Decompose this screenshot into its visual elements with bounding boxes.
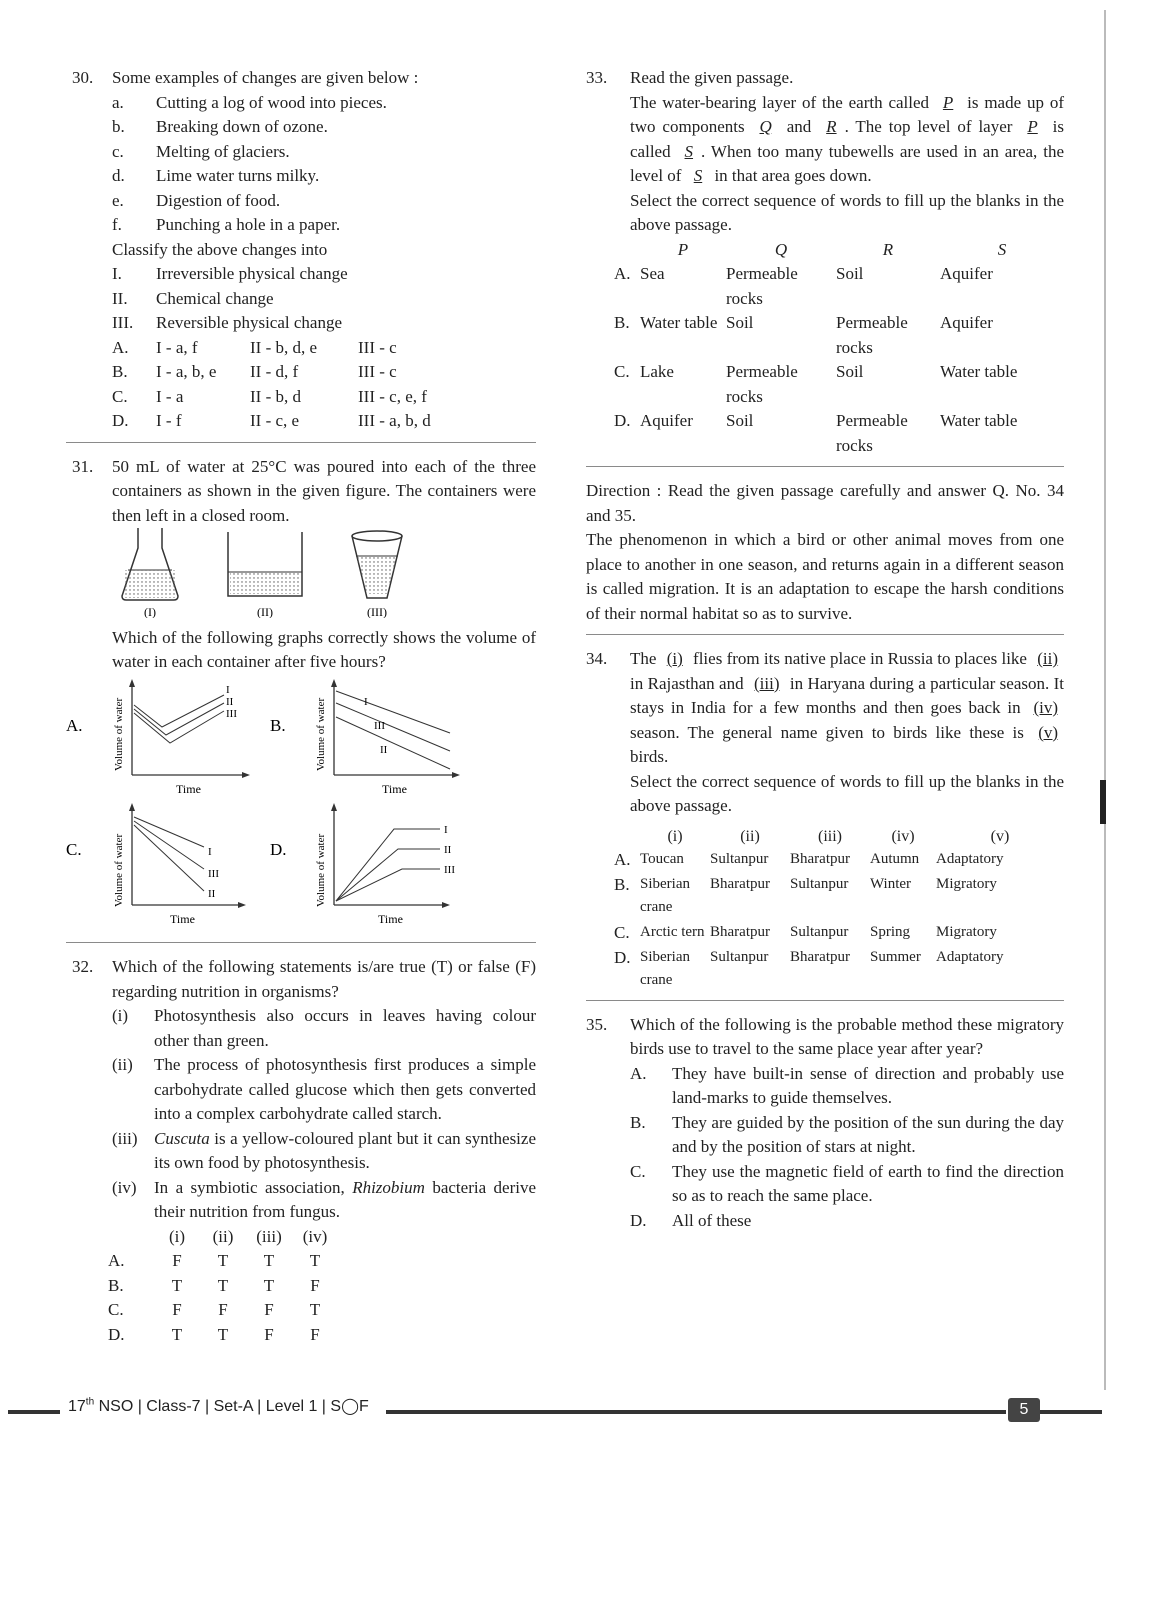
container-trough bbox=[228, 532, 302, 596]
header-cell: (iv) bbox=[302, 1226, 328, 1246]
y-axis-label: Volume of water bbox=[113, 833, 125, 907]
option-row bbox=[598, 409, 1064, 458]
q30-categories bbox=[112, 262, 536, 336]
table-cell: Autumn bbox=[870, 850, 920, 867]
option-part: III - c, e, f bbox=[358, 386, 427, 406]
passage-text: . The top level of layer bbox=[844, 117, 1013, 136]
table-cell: Soil bbox=[836, 362, 864, 381]
passage-text: The water-bearing layer of the earth called bbox=[630, 92, 930, 112]
statement-part: The process of photosynthesis first produces a simple carbohydrate called glucose which then gets converted into a complex carbohydrate called starch. bbox=[154, 1055, 536, 1123]
option-label: A. bbox=[614, 264, 631, 283]
table-cell: Toucan bbox=[640, 850, 684, 867]
item-text: Melting of glaciers. bbox=[156, 141, 290, 161]
question-32 bbox=[66, 955, 536, 1347]
question-34 bbox=[586, 647, 1065, 992]
header-cell: (iv) bbox=[891, 827, 915, 845]
header-cell bbox=[108, 1225, 154, 1250]
table-cell: Soil bbox=[726, 411, 754, 430]
left-column bbox=[66, 66, 536, 1347]
option-text: They have built-in sense of direction and probably use land-marks to guide themselves. bbox=[672, 1063, 1064, 1107]
graph-a bbox=[66, 679, 250, 796]
option-part: I - f bbox=[156, 411, 182, 430]
table-header bbox=[598, 238, 1064, 263]
question-number: 35. bbox=[586, 1014, 608, 1034]
question-text: Which of the following graphs correctly shows the volume of water in each container after five hours? bbox=[112, 627, 536, 671]
container-label-1: (I) bbox=[144, 605, 156, 618]
table-cell: F bbox=[264, 1324, 274, 1344]
passage-text: The bbox=[630, 649, 657, 668]
list-item bbox=[112, 213, 536, 238]
table-cell: Sea bbox=[640, 264, 665, 283]
option-label-d: D. bbox=[270, 839, 287, 859]
separator bbox=[586, 634, 1064, 635]
table-cell: F bbox=[310, 1275, 320, 1295]
table-cell: Adaptatory bbox=[936, 850, 1004, 867]
option-row bbox=[108, 1323, 536, 1348]
table-cell: Migratory bbox=[936, 875, 997, 892]
option-row bbox=[598, 946, 1064, 992]
list-item bbox=[112, 311, 536, 336]
passage bbox=[630, 647, 1064, 770]
table-cell: Aquifer bbox=[940, 264, 993, 283]
table-cell: Bharatpur bbox=[710, 923, 770, 940]
header-cell: (v) bbox=[990, 827, 1010, 845]
header-cell: (ii) bbox=[212, 1226, 234, 1246]
table-cell: F bbox=[172, 1300, 182, 1319]
table-cell: Sultanpur bbox=[790, 923, 849, 940]
header-cell: (ii) bbox=[740, 827, 760, 845]
footer-rule bbox=[386, 1410, 1006, 1414]
question-33 bbox=[586, 66, 1065, 458]
line-label: III bbox=[444, 863, 455, 876]
table-cell: Lake bbox=[640, 362, 674, 381]
line-label: I bbox=[364, 695, 368, 708]
table-cell: T bbox=[309, 1300, 321, 1319]
item-text: Lime water turns milky. bbox=[156, 166, 320, 185]
table-cell: Adaptatory bbox=[936, 948, 1004, 965]
table-cell: Summer bbox=[870, 948, 921, 965]
passage-text: is called bbox=[630, 117, 1065, 161]
option-row bbox=[598, 1062, 1064, 1111]
bulb-icon: ◯ bbox=[341, 1398, 359, 1415]
table-cell: Permeable rocks bbox=[726, 264, 798, 308]
line-label: II bbox=[444, 843, 452, 856]
statement-number: (iii) bbox=[112, 1128, 138, 1148]
item-text: Cutting a log of wood into pieces. bbox=[156, 92, 387, 112]
footer-rule bbox=[1040, 1410, 1102, 1414]
header-cell bbox=[598, 238, 640, 263]
item-label: III. bbox=[112, 313, 134, 332]
passage-text: in Rajasthan and bbox=[630, 673, 744, 693]
option-row bbox=[108, 1298, 536, 1323]
option-label-b: B. bbox=[270, 715, 286, 735]
table-cell: Siberian crane bbox=[640, 875, 690, 915]
q33-answer-table bbox=[598, 238, 1064, 459]
header-cell: S bbox=[997, 239, 1007, 259]
list-item bbox=[112, 91, 536, 116]
blank-ii: (ii) bbox=[1037, 649, 1059, 668]
option-row bbox=[598, 1111, 1064, 1160]
line-label: III bbox=[374, 719, 385, 732]
table-cell: F bbox=[172, 1251, 182, 1270]
option-part: II - b, d bbox=[250, 386, 301, 406]
header-cell: R bbox=[882, 239, 894, 259]
option-label: C. bbox=[630, 1161, 646, 1181]
option-row bbox=[108, 1249, 536, 1274]
option-label: D. bbox=[614, 947, 631, 967]
question-35 bbox=[586, 1013, 1064, 1234]
page-footer bbox=[0, 1390, 1163, 1430]
table-cell: Siberian crane bbox=[640, 948, 690, 988]
option-part: II - d, f bbox=[250, 362, 299, 381]
separator bbox=[66, 442, 536, 443]
table-cell: Water table bbox=[640, 313, 718, 332]
option-part: II - b, d, e bbox=[250, 337, 318, 357]
passage-text: flies from its native place in Russia to places like bbox=[693, 649, 1027, 668]
y-axis-label: Volume of water bbox=[113, 697, 125, 771]
statement-number: (iv) bbox=[112, 1177, 137, 1197]
select-text: Select the correct sequence of words to fill up the blanks in the above passage. bbox=[630, 771, 1064, 815]
passage-text: and bbox=[786, 117, 812, 136]
list-item bbox=[112, 115, 536, 140]
item-label: a. bbox=[112, 92, 124, 112]
passage bbox=[630, 91, 1064, 189]
q35-options bbox=[630, 1062, 1064, 1234]
table-cell: Permeable rocks bbox=[726, 362, 798, 406]
line-label: II bbox=[226, 695, 234, 708]
blank-s: S bbox=[693, 166, 703, 185]
x-axis-label: Time bbox=[170, 911, 195, 926]
statement-term: Rhizobium bbox=[352, 1177, 425, 1197]
list-item bbox=[112, 140, 536, 165]
option-row bbox=[598, 311, 1064, 360]
table-cell: Permeable rocks bbox=[836, 313, 908, 357]
statement-text bbox=[154, 1176, 536, 1225]
item-label: II. bbox=[112, 288, 128, 308]
edition-number: 17 bbox=[68, 1398, 86, 1415]
statement-part: In a symbiotic association, bbox=[154, 1177, 353, 1197]
option-label: B. bbox=[630, 1112, 646, 1132]
classify-text: Classify the above changes into bbox=[112, 239, 328, 259]
q32-answer-table bbox=[108, 1225, 536, 1348]
line-label: I bbox=[208, 845, 212, 858]
passage-text: . When too many tubewells are used in an area, the level of bbox=[630, 141, 1064, 185]
direction-text: Direction : Read the given passage carefully and answer Q. No. 34 and 35. bbox=[586, 481, 1064, 525]
list-item bbox=[112, 189, 536, 214]
option-row bbox=[598, 1160, 1064, 1209]
graph-c bbox=[66, 803, 246, 926]
table-cell: T bbox=[217, 1324, 229, 1344]
option-text: All of these bbox=[672, 1210, 752, 1230]
page-number: 5 bbox=[1008, 1398, 1040, 1422]
item-label: I. bbox=[112, 264, 122, 283]
option-row bbox=[598, 262, 1064, 311]
option-row bbox=[598, 873, 1064, 919]
passage-text: in Haryana during a particular season. It stays in India for a few months and then goes back in bbox=[630, 673, 1065, 717]
question-number: 30. bbox=[72, 68, 94, 87]
line-label: I bbox=[226, 683, 230, 696]
container-label-3: (III) bbox=[367, 605, 387, 618]
option-label-c: C. bbox=[66, 839, 82, 859]
question-number: 31. bbox=[72, 456, 94, 476]
header-cell: (i) bbox=[168, 1226, 186, 1246]
statement-part: bacteria derive their nutrition from fungus. bbox=[154, 1177, 536, 1221]
passage-intro: Read the given passage. bbox=[630, 68, 794, 87]
statement-number: (ii) bbox=[112, 1055, 133, 1074]
option-label-a: A. bbox=[66, 715, 83, 735]
container-label-2: (II) bbox=[257, 605, 273, 618]
list-item bbox=[112, 262, 536, 287]
statement bbox=[112, 1004, 536, 1053]
footer-text bbox=[68, 1396, 369, 1416]
table-cell: Bharatpur bbox=[790, 948, 850, 965]
option-part: III - c bbox=[358, 362, 397, 381]
option-part: III - c bbox=[358, 337, 397, 357]
table-cell: Arctic tern bbox=[640, 923, 705, 940]
x-axis-label: Time bbox=[378, 911, 403, 926]
option-row bbox=[598, 360, 1064, 409]
direction-passage: The phenomenon in which a bird or other animal moves from one place to another in one season, and returns again in a different season is called migration. It is an adaptation to escape the harsh conditions of their normal habitat so as to survive. bbox=[586, 530, 1064, 623]
margin-marker bbox=[1100, 780, 1106, 824]
list-item bbox=[112, 164, 536, 189]
item-label: f. bbox=[112, 215, 122, 234]
passage-text: in that area goes down. bbox=[714, 166, 872, 185]
option-label: A. bbox=[630, 1063, 647, 1083]
header-cell: Q bbox=[774, 239, 788, 259]
passage-text: is made up of two components bbox=[630, 92, 1064, 136]
option-label: C. bbox=[108, 1300, 124, 1319]
item-label: b. bbox=[112, 117, 125, 136]
question-stem: Which of the following is the probable method these migratory birds use to travel to the same place year after year? bbox=[630, 1014, 1064, 1058]
table-cell: T bbox=[263, 1251, 275, 1270]
question-stem: Which of the following statements is/are true (T) or false (F) regarding nutrition in organisms? bbox=[112, 957, 536, 1001]
separator bbox=[586, 466, 1064, 467]
table-cell: Water table bbox=[940, 411, 1018, 430]
table-cell: T bbox=[217, 1251, 229, 1270]
question-number: 34. bbox=[586, 649, 608, 668]
table-header bbox=[598, 825, 1064, 848]
edition-suffix: th bbox=[85, 1396, 95, 1408]
table-cell: Migratory bbox=[936, 923, 997, 940]
right-column bbox=[586, 66, 1065, 1233]
option-label: B. bbox=[614, 874, 630, 894]
passage-text: birds. bbox=[630, 747, 669, 766]
table-header bbox=[108, 1225, 536, 1250]
blank-iii: (iii) bbox=[753, 673, 780, 693]
option-row bbox=[112, 409, 536, 434]
option-label: A. bbox=[614, 849, 631, 869]
header-cell: P bbox=[677, 239, 689, 259]
container-flask bbox=[122, 528, 178, 600]
table-cell: Permeable rocks bbox=[836, 411, 908, 455]
blank-p: P bbox=[1027, 117, 1038, 136]
question-stem: Some examples of changes are given below : bbox=[112, 68, 419, 87]
option-part: I - a, f bbox=[156, 337, 198, 357]
item-text: Breaking down of ozone. bbox=[156, 117, 328, 136]
statement bbox=[112, 1176, 536, 1225]
option-label: A. bbox=[108, 1251, 125, 1270]
option-row bbox=[598, 1209, 1064, 1234]
line-label: III bbox=[208, 867, 219, 880]
footer-rule bbox=[8, 1410, 60, 1414]
option-label: D. bbox=[112, 411, 129, 430]
table-cell: Aquifer bbox=[940, 313, 993, 332]
header-cell bbox=[598, 825, 640, 848]
option-part: I - a bbox=[156, 386, 184, 406]
blank-iv: (iv) bbox=[1033, 698, 1058, 717]
option-label: B. bbox=[108, 1275, 124, 1295]
question-number: 32. bbox=[72, 957, 94, 976]
q32-statements bbox=[112, 1004, 536, 1225]
statement-part: Photosynthesis also occurs in leaves having colour other than green. bbox=[154, 1006, 536, 1050]
table-cell: Soil bbox=[726, 313, 754, 332]
container-cone-glass bbox=[352, 531, 402, 598]
option-part: II - c, e bbox=[250, 411, 300, 430]
question-number: 33. bbox=[586, 68, 608, 87]
blank-s: S bbox=[684, 141, 694, 161]
table-cell: Winter bbox=[870, 875, 912, 892]
separator bbox=[66, 942, 536, 943]
option-label: C. bbox=[112, 386, 128, 406]
table-cell: Bharatpur bbox=[790, 850, 850, 867]
item-label: c. bbox=[112, 141, 124, 161]
header-cell: (i) bbox=[667, 827, 683, 845]
q30-options bbox=[112, 336, 536, 434]
option-label: D. bbox=[630, 1210, 647, 1230]
option-part: I - a, b, e bbox=[156, 362, 217, 381]
option-text: They are guided by the position of the sun during the day and by the position of stars at night. bbox=[672, 1112, 1064, 1156]
item-text: Reversible physical change bbox=[156, 313, 342, 332]
table-cell: T bbox=[309, 1251, 321, 1270]
header-cell: (iii) bbox=[818, 827, 842, 845]
table-cell: T bbox=[217, 1275, 229, 1295]
statement bbox=[112, 1053, 536, 1127]
line-label: I bbox=[444, 823, 448, 836]
select-text: Select the correct sequence of words to fill up the blanks in the above passage. bbox=[630, 190, 1064, 234]
option-label: B. bbox=[614, 313, 630, 332]
direction-block bbox=[586, 479, 1064, 626]
y-axis-label: Volume of water bbox=[315, 697, 327, 771]
header-cell: (iii) bbox=[256, 1226, 282, 1246]
footer-label: NSO | Class-7 | Set-A | Level 1 | S bbox=[94, 1398, 342, 1415]
blank-v: (v) bbox=[1038, 722, 1059, 742]
option-row bbox=[112, 360, 536, 385]
table-cell: Sultanpur bbox=[790, 875, 849, 892]
logo-letter: F bbox=[358, 1398, 369, 1415]
table-cell: T bbox=[263, 1275, 275, 1295]
containers-figure bbox=[120, 528, 420, 618]
line-label: II bbox=[208, 887, 216, 900]
q30-items bbox=[112, 91, 536, 238]
table-cell: T bbox=[171, 1275, 183, 1295]
question-30 bbox=[66, 66, 536, 434]
item-text: Chemical change bbox=[156, 288, 274, 308]
table-cell: Water table bbox=[940, 362, 1018, 381]
q34-answer-table bbox=[598, 825, 1064, 992]
table-cell: T bbox=[171, 1324, 183, 1344]
graph-b bbox=[270, 679, 460, 796]
item-label: d. bbox=[112, 166, 125, 185]
option-label: D. bbox=[108, 1324, 125, 1344]
blank-i: (i) bbox=[666, 649, 683, 668]
statement-text bbox=[154, 1053, 536, 1127]
item-label: e. bbox=[112, 190, 124, 210]
item-text: Digestion of food. bbox=[156, 190, 281, 210]
blank-r: R bbox=[826, 117, 837, 136]
option-row bbox=[598, 848, 1064, 871]
item-text: Punching a hole in a paper. bbox=[156, 215, 341, 234]
option-label: B. bbox=[112, 362, 128, 381]
statement-term: Cuscuta bbox=[154, 1128, 210, 1148]
graph-options bbox=[66, 675, 506, 935]
option-label: C. bbox=[614, 362, 630, 381]
table-cell: Bharatpur bbox=[710, 875, 770, 892]
option-row bbox=[112, 385, 536, 410]
statement-text bbox=[154, 1004, 536, 1053]
option-row bbox=[112, 336, 536, 361]
question-31 bbox=[66, 455, 536, 943]
option-label: C. bbox=[614, 922, 630, 942]
table-cell: F bbox=[264, 1300, 274, 1319]
blank-p: P bbox=[942, 92, 954, 112]
option-label: D. bbox=[614, 411, 631, 430]
statement-text bbox=[154, 1127, 536, 1176]
passage-text: season. The general name given to birds like these is bbox=[630, 722, 1024, 742]
x-axis-label: Time bbox=[176, 781, 201, 796]
option-text: They use the magnetic field of earth to find the direction so as to reach the same place. bbox=[672, 1161, 1064, 1205]
blank-q: Q bbox=[759, 117, 772, 136]
statement-part: is a yellow-coloured plant but it can synthesize its own food by photosynthesis. bbox=[154, 1128, 536, 1172]
line-label: III bbox=[226, 707, 237, 720]
separator bbox=[586, 1000, 1064, 1001]
option-row bbox=[108, 1274, 536, 1299]
option-part: III - a, b, d bbox=[358, 411, 431, 430]
table-cell: Sultanpur bbox=[710, 850, 769, 867]
question-stem: 50 mL of water at 25°C was poured into each of the three containers as shown in the given figure. The containers were then left in a closed room. bbox=[112, 456, 536, 525]
graph-d bbox=[270, 803, 455, 926]
x-axis-label: Time bbox=[382, 781, 407, 796]
option-label: A. bbox=[112, 337, 129, 357]
list-item bbox=[112, 287, 536, 312]
table-cell: F bbox=[218, 1300, 228, 1319]
statement bbox=[112, 1127, 536, 1176]
table-cell: Soil bbox=[836, 264, 864, 283]
statement-number: (i) bbox=[112, 1006, 129, 1025]
page-edge bbox=[1104, 10, 1106, 1390]
table-cell: Spring bbox=[870, 923, 911, 940]
table-cell: F bbox=[310, 1324, 320, 1344]
item-text: Irreversible physical change bbox=[156, 264, 348, 283]
option-row bbox=[598, 921, 1064, 944]
line-label: II bbox=[380, 743, 388, 756]
table-cell: Sultanpur bbox=[710, 948, 769, 965]
y-axis-label: Volume of water bbox=[315, 833, 327, 907]
table-cell: Aquifer bbox=[640, 411, 693, 430]
